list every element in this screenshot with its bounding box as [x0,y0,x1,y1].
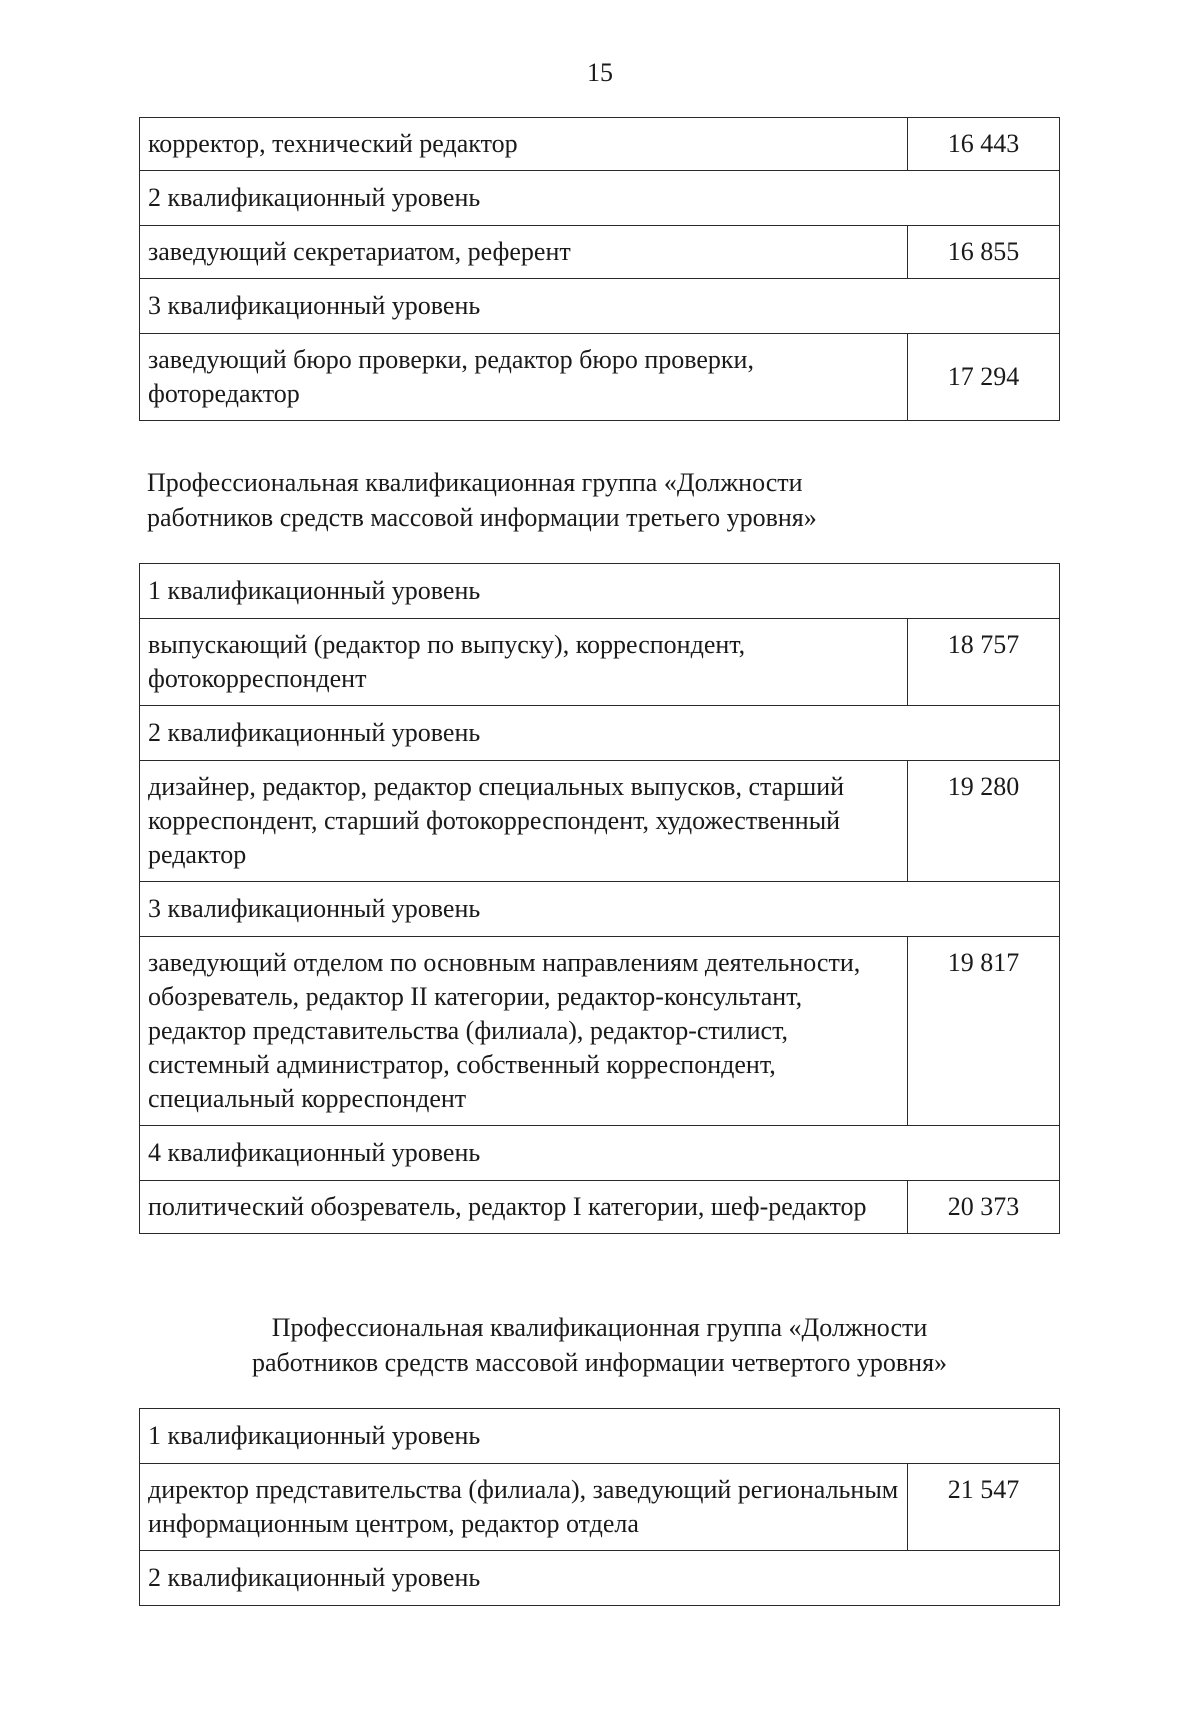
group-heading-third-level [147,465,817,535]
table-row [140,937,1060,1126]
level-row [140,1409,1060,1464]
heading-line: Профессиональная квалификационная группа «Должности [271,1313,928,1342]
group-heading-fourth-level [139,1310,1060,1380]
level-cell: 3 квалификационный уровень [140,882,1060,937]
page-number: 15 [587,58,613,87]
table-row [140,619,1060,706]
heading-line: работников средств массовой информации четвертого уровня» [251,1348,948,1377]
heading-line: работников средств массовой информации третьего уровня» [147,503,817,532]
salary-cell: 19 280 [908,761,1060,882]
salary-cell: 20 373 [908,1181,1060,1234]
level-row [140,1551,1060,1606]
salary-table-third-level [139,563,1060,1234]
position-cell: заведующий бюро проверки, редактор бюро проверки, фоторедактор [140,334,908,421]
table-row [140,1464,1060,1551]
salary-table-fourth-level [139,1408,1060,1606]
table-row [140,226,1060,279]
position-cell: выпускающий (редактор по выпуску), корреспондент, фотокорреспондент [140,619,908,706]
table-row [140,1181,1060,1234]
salary-table-second-level-end [139,117,1060,421]
salary-cell: 16 443 [908,118,1060,171]
level-row [140,1126,1060,1181]
position-cell: корректор, технический редактор [140,118,908,171]
heading-line: Профессиональная квалификационная группа «Должности [147,468,803,497]
position-cell: заведующий секретариатом, референт [140,226,908,279]
table-row [140,118,1060,171]
level-row [140,171,1060,226]
level-row [140,706,1060,761]
level-row [140,279,1060,334]
salary-cell: 17 294 [908,334,1060,421]
table-row [140,761,1060,882]
level-cell: 1 квалификационный уровень [140,564,1060,619]
salary-cell: 19 817 [908,937,1060,1126]
position-cell: директор представительства (филиала), заведующий региональным информационным центром, редактор отдела [140,1464,908,1551]
level-cell: 4 квалификационный уровень [140,1126,1060,1181]
level-row [140,564,1060,619]
level-cell: 2 квалификационный уровень [140,171,1060,226]
position-cell: дизайнер, редактор, редактор специальных выпусков, старший корреспондент, старший фотокорреспондент, художественный редактор [140,761,908,882]
salary-cell: 18 757 [908,619,1060,706]
salary-cell: 21 547 [908,1464,1060,1551]
level-cell: 2 квалификационный уровень [140,706,1060,761]
level-cell: 2 квалификационный уровень [140,1551,1060,1606]
position-cell: политический обозреватель, редактор I категории, шеф-редактор [140,1181,908,1234]
level-cell: 1 квалификационный уровень [140,1409,1060,1464]
position-cell: заведующий отделом по основным направлениям деятельности, обозреватель, редактор II категории, редактор-консультант, редактор представительства (филиала), редактор-стилист, системный администратор, собственный корреспондент, специальный корреспондент [140,937,908,1126]
salary-cell: 16 855 [908,226,1060,279]
level-cell: 3 квалификационный уровень [140,279,1060,334]
level-row [140,882,1060,937]
table-row [140,334,1060,421]
